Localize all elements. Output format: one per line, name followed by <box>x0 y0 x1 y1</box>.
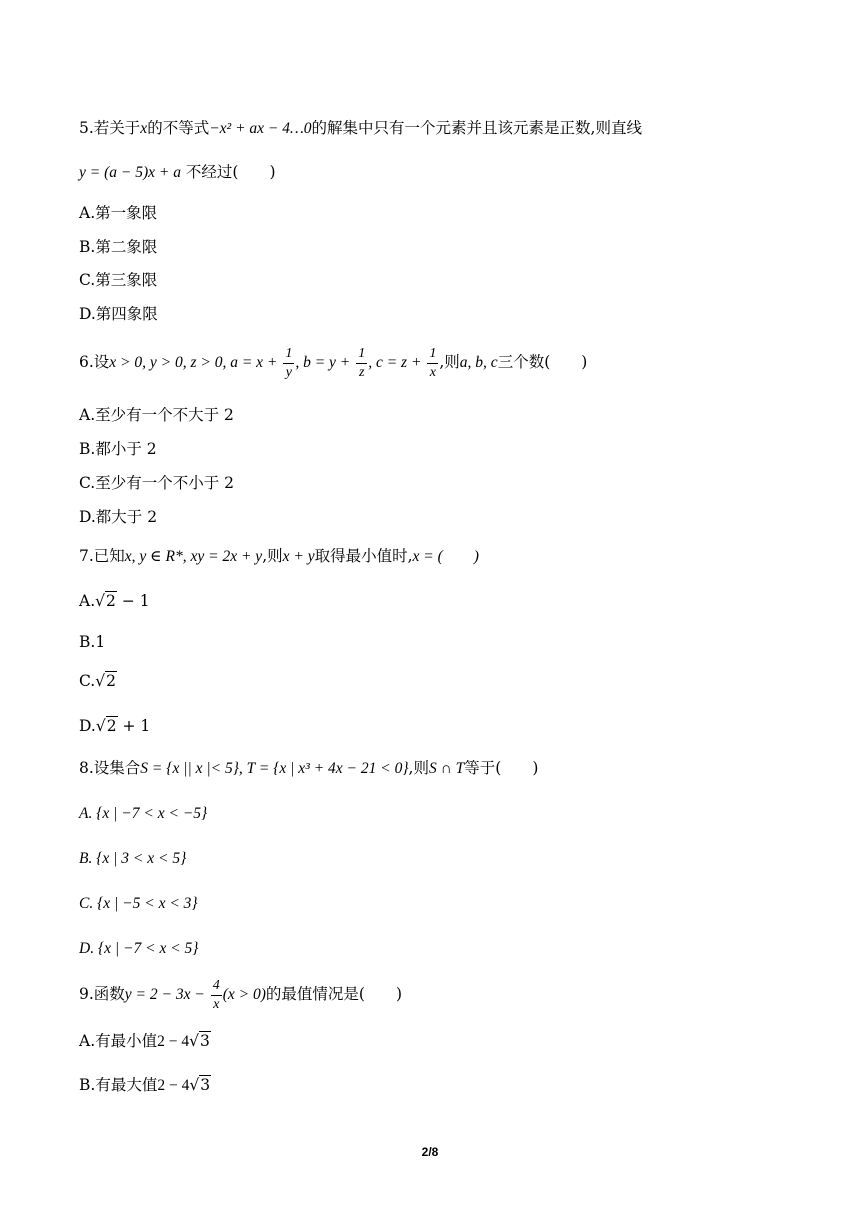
q9-option-b <box>79 1074 211 1097</box>
q8-prefix: 8.设集合 <box>79 759 141 777</box>
q7-c-label: C. <box>79 672 96 690</box>
q9-a-expr: 2 − 4 <box>157 1033 190 1050</box>
q5-option-c: C.第三象限 <box>79 271 158 289</box>
q5-line2-suffix: 不经过( ) <box>185 163 276 181</box>
q6-mid1: , b = y + <box>295 354 351 371</box>
q8-intersection: S ∩ T <box>428 760 465 777</box>
q7-c-rad: 2 <box>106 672 116 690</box>
q6-conditions: x > 0, y > 0, z > 0, a = x + <box>109 354 278 371</box>
q6-fraction-3 <box>427 347 438 380</box>
q7-mid: ,则 <box>262 547 283 565</box>
question-7-stem <box>79 545 479 568</box>
q7-d-label: D. <box>79 717 96 735</box>
q9-f-den: x <box>213 996 220 1012</box>
q7-a-rad: 2 <box>106 592 116 610</box>
q6-f1-num: 1 <box>283 347 294 364</box>
q5-option-b: B.第二象限 <box>79 238 158 256</box>
q9-option-a <box>79 1030 211 1053</box>
q7-d-sqrt: √2 <box>95 717 117 735</box>
page-number: 2/8 <box>421 1145 439 1159</box>
q7-answer-blank: x = ( ) <box>412 548 479 565</box>
q9-b-text: B.有最大值 <box>79 1076 158 1094</box>
q5-mid: 的不等式 <box>147 119 210 137</box>
question-5-stem <box>79 117 642 140</box>
q9-a-sqrt: √3 <box>189 1032 210 1050</box>
q6-fraction-2 <box>356 347 367 380</box>
q9-fraction <box>211 979 222 1012</box>
q9-b-rad: 3 <box>200 1076 211 1094</box>
q6-prefix: 6.设 <box>79 353 110 371</box>
q7-d-rad: 2 <box>106 717 117 735</box>
q6-f2-num: 1 <box>356 347 367 364</box>
q7-a-sqrt: √2 <box>95 592 116 610</box>
q6-mid2: , c = z + <box>368 354 422 371</box>
q7-c-sqrt: √2 <box>95 672 116 690</box>
q9-a-rad: 3 <box>200 1032 210 1050</box>
q9-prefix: 9.函数 <box>79 985 125 1003</box>
q7-option-c <box>79 670 117 692</box>
q6-fraction-1 <box>283 347 294 380</box>
q8-option-a: A. {x | −7 < x < −5} <box>79 805 208 822</box>
q9-tail: 的最值情况是( ) <box>265 985 403 1003</box>
q5-line-equation: y = (a − 5)x + a <box>79 164 181 181</box>
q7-option-b: B.1 <box>79 633 106 651</box>
q7-option-a <box>79 590 150 612</box>
q8-option-c: C. {x | −5 < x < 3} <box>79 895 198 912</box>
q5-prefix: 5.若关于 <box>79 119 141 137</box>
q6-vars: a, b, c <box>459 354 498 371</box>
q9-condition: (x > 0) <box>222 986 266 1003</box>
q7-option-d <box>79 715 150 737</box>
q8-mid: ,则 <box>408 759 429 777</box>
question-9-stem <box>79 973 402 1016</box>
question-8-stem <box>79 757 538 780</box>
q5-option-a: A.第一象限 <box>79 204 158 222</box>
q9-f-num: 4 <box>211 979 222 996</box>
q5-var: x <box>140 120 148 137</box>
q7-mid2: 取得最小值时, <box>314 547 413 565</box>
q8-option-b: B. {x | 3 < x < 5} <box>79 850 187 867</box>
q7-d-tail: + 1 <box>117 717 151 735</box>
q6-option-c: C.至少有一个不小于 2 <box>79 474 235 492</box>
q6-f1-den: y <box>285 364 292 380</box>
q9-function: y = 2 − 3x − <box>124 986 205 1003</box>
q7-a-tail: − 1 <box>116 592 150 610</box>
q6-option-a: A.至少有一个不大于 2 <box>79 406 234 424</box>
q9-b-expr: 2 − 4 <box>157 1077 190 1094</box>
q6-f3-den: x <box>429 364 436 380</box>
q5-option-d: D.第四象限 <box>79 305 158 323</box>
q7-sum: x + y <box>282 548 315 565</box>
q8-tail: 等于( ) <box>464 759 539 777</box>
q7-condition: x, y ∈ R*, xy = 2x + y <box>124 548 263 565</box>
q9-a-text: A.有最小值 <box>79 1032 158 1050</box>
q5-inequality: −x² + ax − 4…0 <box>209 120 312 137</box>
q5-suffix: 的解集中只有一个元素并且该元素是正数,则直线 <box>311 119 642 137</box>
q6-f3-num: 1 <box>427 347 438 364</box>
q8-option-d: D. {x | −7 < x < 5} <box>79 940 199 957</box>
q7-prefix: 7.已知 <box>79 547 125 565</box>
q6-f2-den: z <box>358 364 365 380</box>
q6-then: ,则 <box>439 353 460 371</box>
q9-b-sqrt: √3 <box>189 1076 211 1094</box>
q6-tail: 三个数( ) <box>497 353 588 371</box>
q7-a-label: A. <box>79 592 96 610</box>
q6-option-b: B.都小于 2 <box>79 440 157 458</box>
q8-sets: S = {x || x |< 5}, T = {x | x³ + 4x − 21 < 0} <box>140 760 409 777</box>
question-5-line2 <box>79 161 276 184</box>
question-6-stem <box>79 341 587 384</box>
q6-option-d: D.都大于 2 <box>79 508 158 526</box>
